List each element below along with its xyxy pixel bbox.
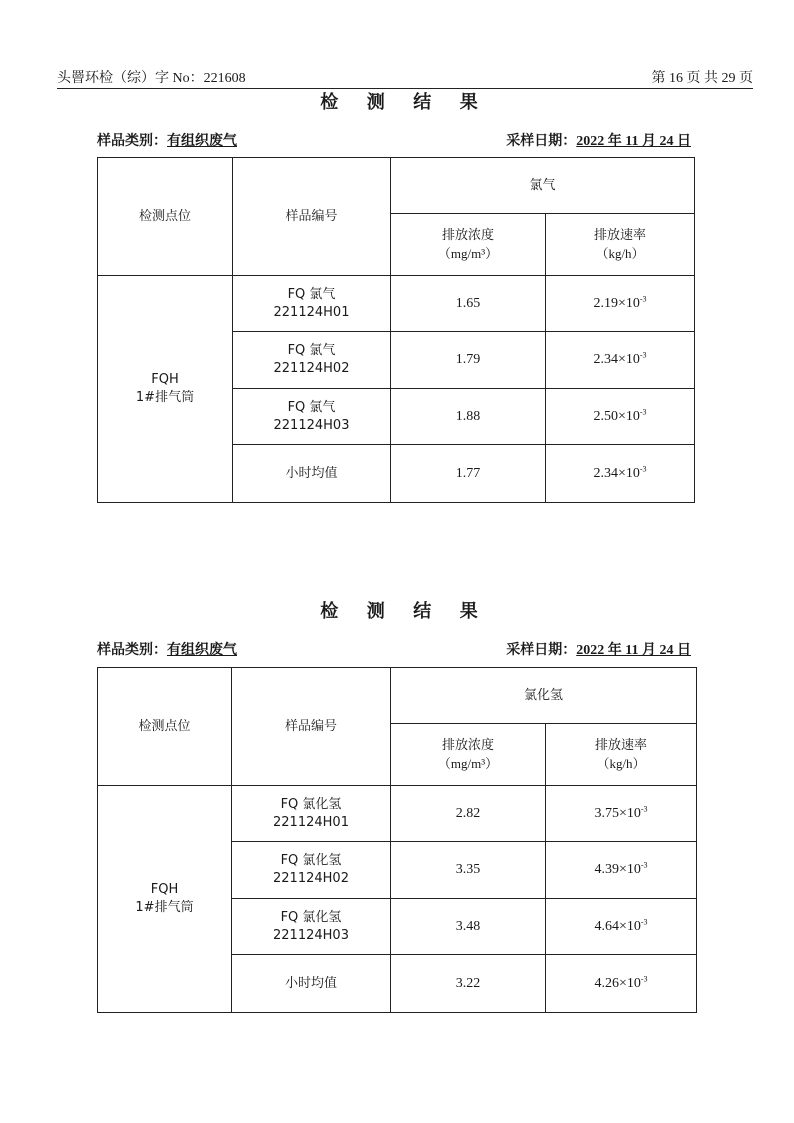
sample-name: FQ 氯化氢 [280,909,342,925]
header-rate-unit: （kg/h） [595,245,645,261]
header-concentration-label: 排放浓度 [441,737,494,753]
section-meta [97,639,691,659]
rate-value: 4.39×10 [594,862,641,877]
rate-exponent: -3 [639,463,647,473]
rate-cell [546,332,695,389]
sample-category [97,639,237,659]
average-rate [546,445,695,503]
rate-exponent: -3 [639,406,647,416]
detection-point-line2: 1#排气筒 [135,390,195,405]
sampling-date [506,130,691,150]
rate-cell [546,899,697,955]
concentration-cell: 1.88 [391,389,546,445]
concentration-cell: 3.35 [391,842,546,899]
header-detection-point: 检测点位 [98,158,233,276]
sample-name: FQ 氯气 [287,399,336,415]
rate-value: 3.75×10 [594,805,641,821]
header-pollutant: 氯气 [391,158,695,214]
rate-exponent: -3 [640,860,648,870]
sample-code: 221124H03 [273,417,350,433]
header-sample-id: 样品编号 [233,158,391,276]
results-table-chlorine [97,157,695,503]
sample-id-cell [232,842,391,899]
rate-value: 2.50×10 [593,408,640,424]
sample-id-cell [232,899,391,955]
sample-name: FQ 氯气 [287,286,336,302]
rate-exponent: -3 [640,803,648,813]
rate-cell [546,389,695,445]
detection-point-line2: 1#排气筒 [135,900,194,915]
header-concentration-unit: （mg/m³） [437,245,499,261]
header-detection-point: 检测点位 [98,668,232,786]
header-rate-label: 排放速率 [595,737,648,753]
rate-exponent: -3 [640,916,648,926]
average-concentration: 1.77 [391,445,546,503]
sample-id-cell [233,389,391,445]
sampling-date-label: 采样日期： [506,643,577,658]
sample-category-value: 有组织废气 [167,643,237,658]
header-concentration [391,214,546,276]
header-sample-id: 样品编号 [232,668,391,786]
concentration-cell: 2.82 [391,786,546,842]
table-row [98,276,695,332]
sample-category-label: 样品类别： [97,643,167,658]
detection-point-cell [98,276,233,503]
average-label: 小时均值 [232,955,391,1013]
sample-category [97,130,237,150]
sampling-date-value: 2022 年 11 月 24 日 [576,643,691,658]
rate-value: 2.19×10 [593,295,640,311]
sample-code: 221124H01 [273,304,350,320]
sampling-date-value: 2022 年 11 月 24 日 [576,134,691,149]
detection-point-line1: FQH [151,372,179,387]
sampling-date [506,639,691,659]
section-meta [97,130,691,150]
concentration-cell: 3.48 [391,899,546,955]
header-rate-label: 排放速率 [594,227,647,243]
rate-value: 4.64×10 [594,918,641,934]
concentration-cell: 1.79 [391,332,546,389]
header-rate-unit: （kg/h） [596,755,646,771]
rate-exponent: -3 [640,973,648,983]
section-title: 检 测 结 果 [320,92,490,112]
sample-name: FQ 氯化氢 [280,796,342,812]
section-title: 检 测 结 果 [320,601,490,621]
average-label: 小时均值 [233,445,391,503]
rate-value: 2.34×10 [593,465,640,481]
sample-name: FQ 氯气 [287,343,336,358]
sample-id-cell [233,276,391,332]
table-row [98,786,697,842]
average-concentration: 3.22 [391,955,546,1013]
sample-id-cell [233,332,391,389]
concentration-cell: 1.65 [391,276,546,332]
average-rate [546,955,697,1013]
header-concentration-unit: （mg/m³） [437,755,499,771]
sample-code: 221124H02 [273,361,350,376]
sampling-date-label: 采样日期： [506,134,577,149]
header-pollutant: 氯化氢 [391,668,697,724]
rate-cell [546,842,697,899]
sample-code: 221124H01 [273,814,349,830]
rate-value: 2.34×10 [593,352,640,367]
sample-name: FQ 氯化氢 [280,853,342,868]
sample-category-label: 样品类别： [97,134,167,149]
results-table-hydrogen-chloride [97,667,697,1013]
header-rate [546,724,697,786]
page-number: 第 16 页 共 29 页 [651,71,753,86]
rate-cell [546,786,697,842]
detection-point-cell [98,786,232,1013]
detection-point-line1: FQH [150,882,179,897]
header-concentration [391,724,546,786]
page-header [57,68,753,89]
sample-id-cell [232,786,391,842]
sample-category-value: 有组织废气 [167,134,237,149]
rate-cell [546,276,695,332]
rate-value: 4.26×10 [594,975,641,991]
sample-code: 221124H03 [273,927,349,943]
sample-code: 221124H02 [273,871,349,886]
header-concentration-label: 排放浓度 [441,227,494,243]
header-rate [546,214,695,276]
report-number: 头罾环检（综）字 No：221608 [57,71,246,86]
rate-exponent: -3 [639,350,647,360]
rate-exponent: -3 [639,293,647,303]
